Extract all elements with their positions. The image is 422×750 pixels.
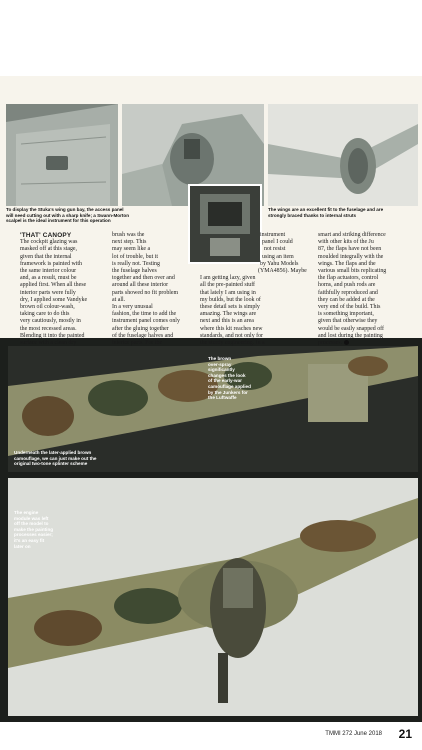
article-line: given that otherwise they — [318, 318, 378, 325]
page-footer — [0, 722, 422, 750]
caption-line: scalpel is the ideal instrument for this operation — [6, 218, 111, 224]
article-line: I am getting lazy, given — [200, 275, 256, 282]
caption-line: over-spray — [208, 361, 232, 367]
article-line: very cautiously, mostly in — [20, 318, 81, 325]
caption-line: The engine — [14, 510, 39, 515]
caption-line: it's an easy fit — [14, 537, 45, 543]
article-line: the most recessed areas. — [20, 325, 77, 332]
article-column-4 — [318, 232, 386, 347]
caption-line: The wings are an excellent fit to the fuselage and are — [268, 207, 384, 212]
article-line: next step. This — [112, 239, 147, 246]
caption-line: To display the Stuka's wing gun bay, the access panel — [6, 207, 124, 212]
caption-line: significantly — [208, 367, 235, 373]
article-line: my builds, but the look of — [200, 296, 261, 303]
article-line: where this kit reaches new — [200, 325, 263, 332]
article-line: lot of trouble, but it — [112, 253, 158, 260]
article-line: the same interior colour — [20, 268, 77, 275]
article-line: very end of the build. This — [318, 304, 381, 311]
article-line: these detail sets is simply — [200, 304, 260, 311]
caption-line: changes the look — [208, 372, 246, 378]
photo-wing-gun-bay — [6, 104, 118, 206]
magazine-page — [0, 76, 422, 750]
article-line: various small bits replicating — [318, 268, 387, 275]
caption-line: make the painting — [14, 526, 54, 532]
article-line: Blending it into the painted — [20, 332, 85, 339]
article-line: and, as a result, must be — [20, 275, 77, 282]
article-line: standards, and not only for — [200, 332, 263, 339]
wing-fit-image — [268, 104, 418, 206]
article-line: 87, the flaps have not been — [318, 246, 382, 253]
article-line: is really not. Testing — [112, 260, 160, 267]
caption-line: later on — [14, 543, 31, 549]
article-line: surface with a clean dry — [20, 340, 77, 347]
end-of-article-icon — [344, 340, 349, 345]
article-line: (YMA4856). Maybe — [258, 268, 307, 275]
caption-line: processes easier; — [14, 532, 53, 538]
article-line: at all. — [112, 296, 126, 303]
article-line: parts showed no fit problem — [112, 289, 179, 296]
article-line: given that the internal — [20, 253, 72, 260]
article-line: after the gluing together — [112, 325, 169, 332]
magazine-issue: TMMI 272 June 2018 — [325, 731, 382, 737]
article-column-1 — [20, 232, 87, 347]
caption-line: will need cutting out with a sharp knife; a Swann-Morton — [6, 212, 130, 218]
caption-line: of the early-war — [208, 378, 242, 384]
caption-line: strongly braced thanks to internal struts — [268, 212, 357, 218]
article-line: dry, I applied some Vandyke — [20, 296, 88, 303]
article-line: by Yahu Models — [260, 260, 299, 267]
caption-wing-gun-bay — [6, 207, 186, 224]
article-line: horns, and push rods are — [318, 282, 376, 289]
top-panel — [0, 76, 422, 347]
article-line: moulded integrally with the — [318, 253, 384, 260]
article-line: and lost during the painting — [318, 332, 383, 339]
article-line: may seem like a — [112, 246, 151, 253]
caption-line: by the Junkers for — [208, 389, 248, 395]
article-column-3 — [200, 232, 307, 347]
caption-wing-fit — [268, 207, 420, 218]
article-line: applied first. When all these — [20, 282, 87, 289]
article-line: they can be added at the — [318, 296, 375, 303]
article-line: brush was the — [112, 232, 145, 238]
article-line: is something important, — [318, 311, 374, 318]
article-line: the flap actuators, control — [318, 275, 379, 282]
article-line: of the fuselage halves and — [112, 332, 174, 339]
article-line: instrument — [260, 232, 286, 238]
article-line: interior parts were fully — [20, 289, 76, 296]
article-line: In a very unusual — [112, 304, 153, 311]
article-heading: 'THAT' CANOPY — [20, 232, 72, 239]
article-line: framework is painted with — [20, 260, 82, 267]
article-column-2 — [112, 232, 180, 347]
article-line: around all these interior — [112, 282, 169, 289]
caption-line: camouflage, we can just make out the — [14, 455, 97, 461]
article-line: wings. The flaps and the — [318, 260, 376, 267]
article-line: brown oil colour-wash, — [20, 304, 75, 311]
caption-line: The brown — [208, 356, 232, 361]
article-line: not resist — [264, 246, 286, 253]
article-line: next and this is an area — [200, 318, 254, 325]
article-line: The cockpit glazing was — [20, 239, 78, 246]
caption-splinter-scheme — [14, 450, 174, 467]
article-line: smart and striking difference — [318, 232, 386, 238]
article-line: panel I could — [262, 239, 293, 246]
article-line: together and then over and — [112, 275, 175, 282]
article-line: all the pre-painted stuff — [200, 282, 256, 289]
article-line: using an item — [262, 253, 294, 260]
page-number: 21 — [398, 727, 412, 741]
caption-line: Underneath the later-applied brown — [14, 450, 92, 455]
article-line: that lately I am using in — [200, 289, 256, 296]
caption-line: module was left — [14, 515, 49, 521]
article-line: amazing. The wings are — [200, 311, 257, 318]
photo-wing-fit — [268, 104, 418, 206]
article-line: would be easily snapped off — [318, 325, 384, 332]
caption-line: camouflage applied — [208, 383, 251, 389]
caption-engine-module — [14, 510, 74, 549]
article-end-text: processes. — [318, 340, 343, 347]
article-line: masked off at this stage, — [20, 246, 77, 253]
article-line: faithfully reproduced and — [318, 289, 378, 296]
article-line: the fuselage halves — [112, 268, 157, 275]
article-line: the sturdy engineering. In a — [200, 340, 265, 347]
article-line: interior parts. For the — [112, 340, 163, 347]
caption-line: original two-tone splinter scheme — [14, 461, 88, 467]
caption-brown-overspray — [208, 356, 288, 401]
caption-line: the Luftwaffe — [208, 395, 237, 401]
article-line: taking care to do this — [20, 311, 70, 318]
caption-line: off the model to — [14, 521, 49, 527]
article-line: instrument panel comes only — [112, 318, 180, 325]
wing-gun-bay-image — [6, 104, 118, 206]
article-line: fashion, the time to add the — [112, 311, 177, 318]
article-line: with other kits of the Ju — [318, 239, 374, 246]
